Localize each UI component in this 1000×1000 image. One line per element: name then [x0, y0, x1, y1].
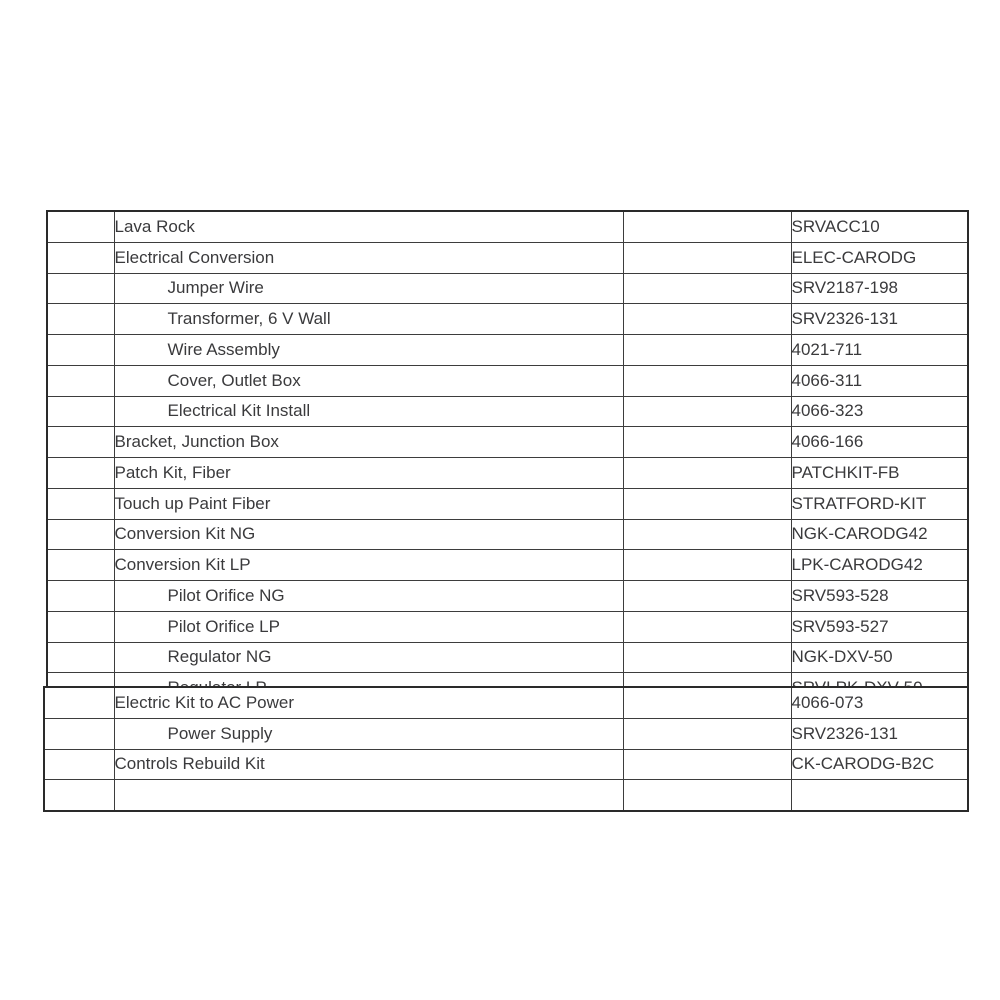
part-number-cell: 4021-711: [791, 335, 968, 366]
table-row: [44, 718, 968, 749]
description-cell: Electric Kit to AC Power: [114, 687, 623, 718]
middle-cell: [623, 611, 791, 642]
item-cell: [47, 550, 114, 581]
table-row: [47, 611, 968, 642]
item-cell: [47, 581, 114, 612]
description-cell: [114, 780, 623, 811]
middle-cell: [623, 427, 791, 458]
table-row: [44, 687, 968, 718]
middle-cell: [623, 365, 791, 396]
middle-cell: [623, 242, 791, 273]
table-row: [47, 242, 968, 273]
item-cell: [47, 335, 114, 366]
part-number-cell: SRV2326-131: [791, 718, 968, 749]
table-row: [47, 365, 968, 396]
middle-cell: [623, 749, 791, 780]
description-cell: Touch up Paint Fiber: [114, 488, 623, 519]
description-cell: Transformer, 6 V Wall: [114, 304, 623, 335]
table-row: [47, 642, 968, 673]
item-cell: [44, 749, 114, 780]
part-number-cell: LPK-CARODG42: [791, 550, 968, 581]
table-row: [47, 427, 968, 458]
middle-cell: [623, 488, 791, 519]
description-cell: Controls Rebuild Kit: [114, 749, 623, 780]
part-number-cell: SRV593-527: [791, 611, 968, 642]
table-row: [47, 550, 968, 581]
table-row: [47, 211, 968, 242]
description-cell: Bracket, Junction Box: [114, 427, 623, 458]
part-number-cell: NGK-DXV-50: [791, 642, 968, 673]
part-number-cell: SRV2326-131: [791, 304, 968, 335]
description-cell: Conversion Kit NG: [114, 519, 623, 550]
item-cell: [44, 718, 114, 749]
part-number-cell: STRATFORD-KIT: [791, 488, 968, 519]
description-cell: Cover, Outlet Box: [114, 365, 623, 396]
table-row: [47, 581, 968, 612]
middle-cell: [623, 273, 791, 304]
table-row: [44, 780, 968, 811]
middle-cell: [623, 304, 791, 335]
part-number-cell: PATCHKIT-FB: [791, 458, 968, 489]
part-number-cell: SRV2187-198: [791, 273, 968, 304]
item-cell: [47, 427, 114, 458]
middle-cell: [623, 211, 791, 242]
part-number-cell: [791, 780, 968, 811]
part-number-cell: SRV593-528: [791, 581, 968, 612]
description-cell: Wire Assembly: [114, 335, 623, 366]
middle-cell: [623, 519, 791, 550]
table-row: [47, 396, 968, 427]
description-cell: Patch Kit, Fiber: [114, 458, 623, 489]
item-cell: [47, 273, 114, 304]
table-row: [44, 749, 968, 780]
middle-cell: [623, 687, 791, 718]
description-cell: Regulator NG: [114, 642, 623, 673]
part-number-cell: 4066-323: [791, 396, 968, 427]
part-number-cell: ELEC-CARODG: [791, 242, 968, 273]
middle-cell: [623, 780, 791, 811]
item-cell: [47, 519, 114, 550]
description-cell: Jumper Wire: [114, 273, 623, 304]
description-cell: Lava Rock: [114, 211, 623, 242]
description-cell: Pilot Orifice LP: [114, 611, 623, 642]
description-cell: Electrical Conversion: [114, 242, 623, 273]
description-cell: Electrical Kit Install: [114, 396, 623, 427]
middle-cell: [623, 396, 791, 427]
table-row: [47, 304, 968, 335]
item-cell: [44, 687, 114, 718]
part-number-cell: SRVACC10: [791, 211, 968, 242]
part-number-cell: 4066-166: [791, 427, 968, 458]
middle-cell: [623, 550, 791, 581]
item-cell: [47, 365, 114, 396]
table-row: [47, 458, 968, 489]
item-cell: [47, 458, 114, 489]
part-number-cell: 4066-311: [791, 365, 968, 396]
item-cell: [47, 304, 114, 335]
item-cell: [47, 211, 114, 242]
middle-cell: [623, 335, 791, 366]
table-row: [47, 335, 968, 366]
part-number-cell: 4066-073: [791, 687, 968, 718]
item-cell: [47, 396, 114, 427]
middle-cell: [623, 718, 791, 749]
item-cell: [44, 780, 114, 811]
parts-table-lower: [43, 686, 969, 812]
item-cell: [47, 488, 114, 519]
middle-cell: [623, 581, 791, 612]
description-cell: Power Supply: [114, 718, 623, 749]
table-row: [47, 519, 968, 550]
part-number-cell: CK-CARODG-B2C: [791, 749, 968, 780]
part-number-cell: NGK-CARODG42: [791, 519, 968, 550]
item-cell: [47, 611, 114, 642]
description-cell: Conversion Kit LP: [114, 550, 623, 581]
table-row: [47, 488, 968, 519]
item-cell: [47, 642, 114, 673]
middle-cell: [623, 458, 791, 489]
parts-table-upper: [46, 210, 969, 705]
item-cell: [47, 242, 114, 273]
table-row: [47, 273, 968, 304]
description-cell: Pilot Orifice NG: [114, 581, 623, 612]
middle-cell: [623, 642, 791, 673]
